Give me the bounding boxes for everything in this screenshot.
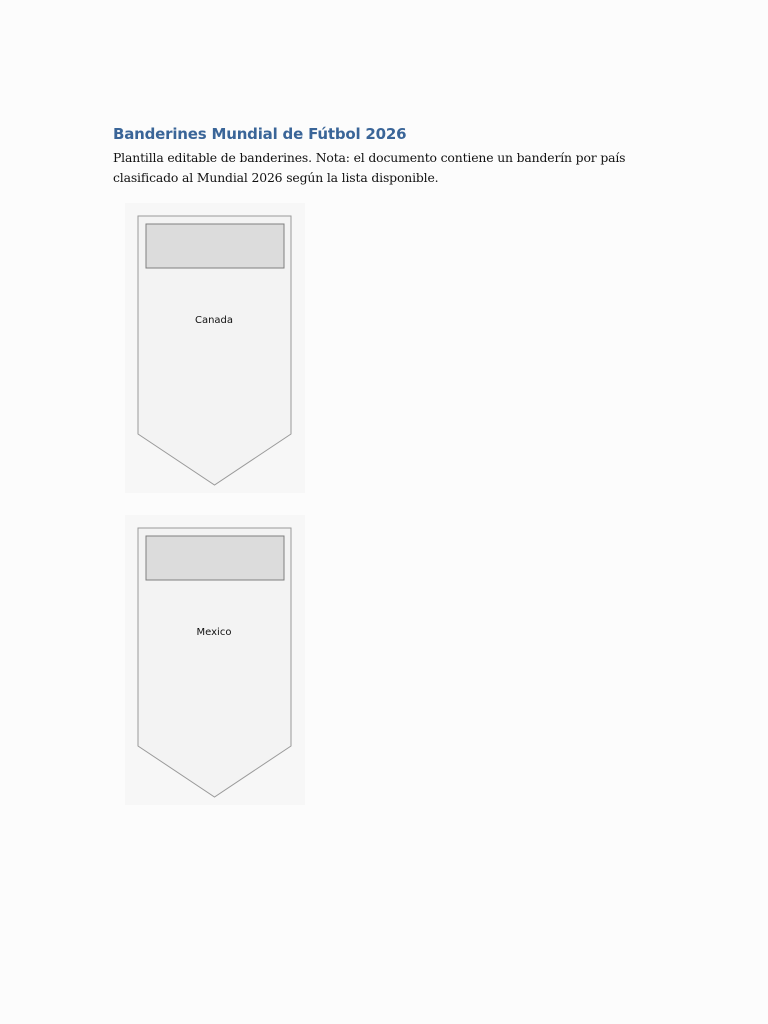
pennant-shape xyxy=(125,515,305,805)
pennant-name-box xyxy=(146,536,284,580)
pennant-country-label: Mexico xyxy=(196,627,232,638)
pennant-country-label: Canada xyxy=(194,315,234,326)
pennant-name-box xyxy=(146,224,284,268)
document-title: Banderines Mundial de Fútbol 2026 xyxy=(113,125,407,143)
pennant-mexico xyxy=(125,515,305,805)
pennant-canada xyxy=(125,203,305,493)
description-line: clasificado al Mundial 2026 según la lista disponible. xyxy=(113,170,439,185)
document-description xyxy=(113,148,653,188)
description-line: Plantilla editable de banderines. Nota: el documento contiene un banderín por país xyxy=(113,150,626,165)
pennant-shape xyxy=(125,203,305,493)
